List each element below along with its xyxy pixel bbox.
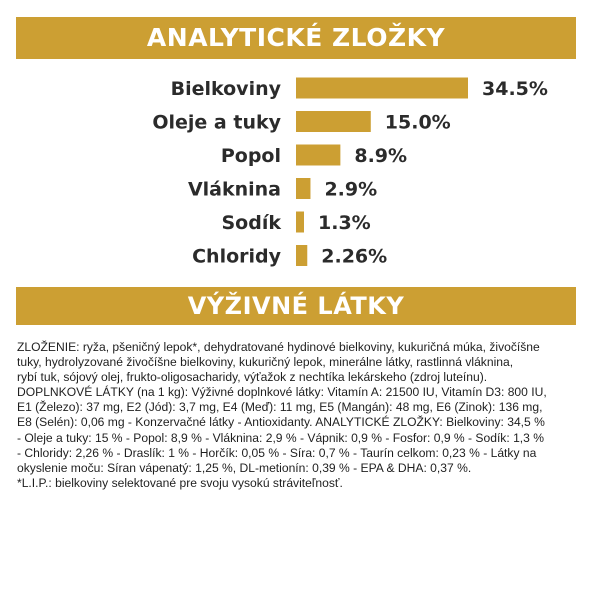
composition-line: *L.I.P.: bielkoviny selektované pre svoju vysokú stráviteľnosť.	[17, 475, 343, 490]
composition-line: tuky, hydrolyzované živočíšne bielkoviny, kukuričný lepok, minerálne látky, rastlinná vláknina,	[17, 355, 514, 370]
composition-line: okyslenie moču: Síran vápenatý: 1,25 %, DL-metionín: 0,39 % - EPA & DHA: 0,37 %.	[17, 460, 472, 475]
bar-value-chloridy: 2.26%	[321, 245, 388, 268]
bar-label-oleje-a-tuky: Oleje a tuky	[152, 111, 281, 134]
analytic-components-header: ANALYTICKÉ ZLOŽKY	[16, 17, 576, 59]
composition-line: E8 (Selén): 0,06 mg - Konzervačné látky - Antioxidanty. ANALYTICKÉ ZLOŽKY: Bielkoviny: 34,5 %	[17, 415, 545, 430]
analytic-bar-chart	[0, 0, 592, 280]
composition-text	[17, 340, 577, 491]
bar-value-oleje-a-tuky: 15.0%	[384, 111, 451, 134]
bar-label-vlaknina: Vláknina	[187, 178, 281, 201]
bar-label-bielkoviny: Bielkoviny	[170, 78, 281, 100]
composition-line: DOPLNKOVÉ LÁTKY (na 1 kg): Výživné doplnkové látky: Vitamín A: 21500 IU, Vitamín D3: 800 IU,	[17, 385, 547, 400]
bar-chloridy	[296, 245, 307, 266]
bar-label-chloridy: Chloridy	[192, 245, 281, 268]
bar-value-vlaknina: 2.9%	[324, 178, 378, 201]
bar-value-sodik: 1.3%	[318, 212, 371, 234]
bar-value-bielkoviny: 34.5%	[482, 78, 548, 100]
bar-oleje-a-tuky	[296, 111, 371, 132]
bar-value-popol: 8.9%	[354, 145, 408, 167]
composition-line: - Chloridy: 2,26 % - Draslík: 1 % - Horčík: 0,05 % - Síra: 0,7 % - Taurín celkom: 0,23 % - Látky na	[17, 445, 537, 460]
bar-label-sodik: Sodík	[221, 212, 281, 234]
composition-line: rybí tuk, sójový olej, frukto-oligosacharidy, výťažok z nechtíka lekárskeho (zdroj luteínu).	[17, 370, 488, 385]
composition-line: ZLOŽENIE: ryža, pšeničný lepok*, dehydratované hydinové bielkoviny, kukuričná múka, živočíšne	[17, 340, 540, 354]
composition-line: E1 (Železo): 37 mg, E2 (Jód): 3,7 mg, E4 (Meď): 11 mg, E5 (Mangán): 48 mg, E6 (Zinok): 136 mg,	[17, 400, 543, 415]
bar-label-popol: Popol	[220, 145, 281, 167]
bar-sodik	[296, 212, 304, 233]
composition-line: - Oleje a tuky: 15 % - Popol: 8,9 % - Vláknina: 2,9 % - Vápnik: 0,9 % - Fosfor: 0,9 % - Sodík: 1,3 %	[17, 430, 544, 445]
bar-bielkoviny	[296, 78, 468, 99]
nutrients-header: VÝŽIVNÉ LÁTKY	[16, 287, 576, 325]
bar-vlaknina	[296, 178, 310, 199]
bar-popol	[296, 145, 340, 166]
